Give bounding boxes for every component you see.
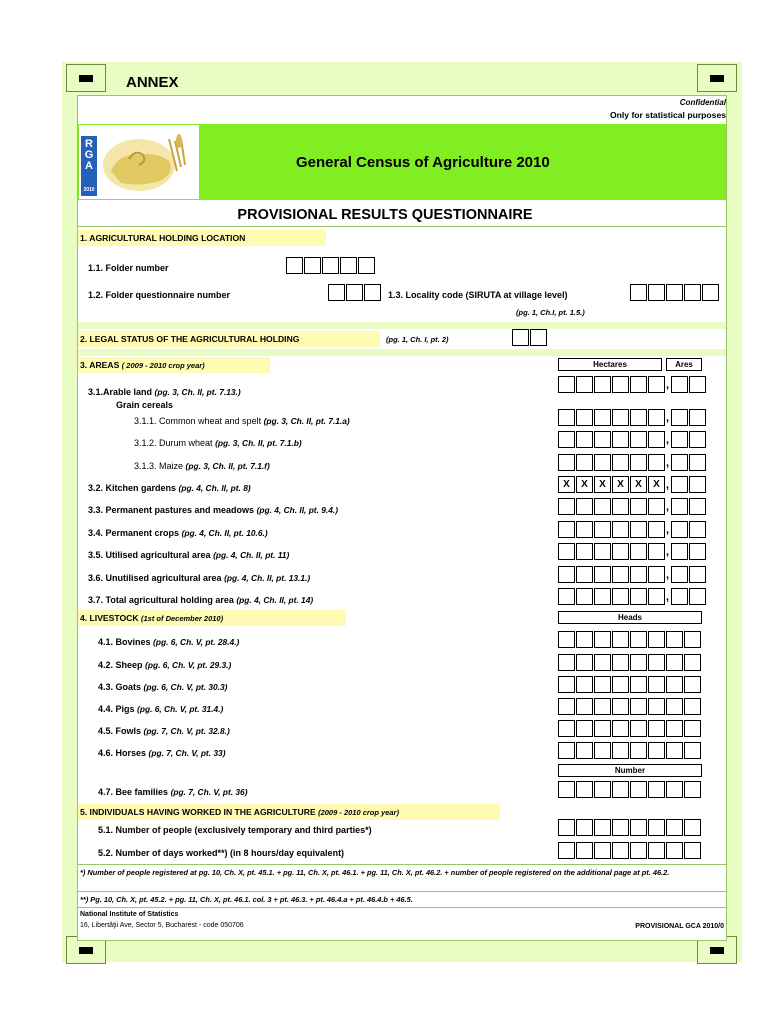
legal-status-boxes[interactable] (512, 329, 548, 346)
livestock-ref-goats: (pg. 6, Ch. V, pt. 30.3) (143, 682, 228, 692)
hectare-digit-box[interactable] (648, 588, 665, 605)
hectare-digit-box[interactable] (558, 376, 575, 393)
head-digit-box[interactable] (666, 631, 683, 648)
livestock-row-bovines (98, 637, 239, 647)
hectare-digit-box[interactable] (630, 588, 647, 605)
decimal-comma: , (666, 379, 670, 391)
hectare-digit-box[interactable] (594, 543, 611, 560)
are-digit-box[interactable] (689, 498, 706, 515)
hectare-digit-box[interactable] (558, 431, 575, 448)
head-digit-box[interactable] (558, 781, 575, 798)
livestock-row-fowls (98, 726, 230, 736)
locality-code-ref: (pg. 1, Ch.I, pt. 1.5.) (516, 308, 585, 317)
folder-number-boxes[interactable] (286, 257, 376, 274)
head-digit-box[interactable] (612, 742, 629, 759)
head-digit-box[interactable] (594, 654, 611, 671)
head-digit-box[interactable] (666, 654, 683, 671)
head-digit-box[interactable] (576, 742, 593, 759)
head-digit-box[interactable] (684, 631, 701, 648)
divider (78, 864, 726, 865)
head-digit-box[interactable] (558, 631, 575, 648)
hectare-digit-box[interactable] (648, 376, 665, 393)
area-boxes-maize[interactable] (558, 454, 707, 472)
hectare-digit-box[interactable] (576, 566, 593, 583)
area-ref-total: (pg. 4, Ch. II, pt. 14) (236, 595, 314, 605)
institute-address: 16, Libertăţii Ave, Sector 5, Bucharest - code 050706 (80, 922, 244, 929)
hectare-digit-box[interactable] (576, 543, 593, 560)
footnote-2 (80, 895, 413, 904)
annex-title: ANNEX (126, 74, 179, 91)
head-digit-box[interactable] (558, 676, 575, 693)
head-digit-box[interactable] (648, 631, 665, 648)
head-digit-box[interactable] (684, 781, 701, 798)
hectare-digit-box[interactable] (630, 543, 647, 560)
head-digit-box[interactable] (630, 781, 647, 798)
area-ref-crops: (pg. 4, Ch. II, pt. 10.6.) (181, 528, 268, 538)
head-digit-box[interactable] (576, 654, 593, 671)
livestock-label-goats: 4.3. Goats (98, 682, 142, 692)
are-digit-box[interactable] (689, 476, 706, 493)
days-label: 5.2. Number of days worked**) (in 8 hours/day equivalent) (98, 848, 345, 858)
hectare-digit-box[interactable] (558, 498, 575, 515)
hectare-digit-box[interactable] (612, 454, 629, 471)
head-digit-box[interactable] (684, 698, 701, 715)
hectare-digit-box[interactable] (648, 521, 665, 538)
hectare-digit-box[interactable]: X (558, 476, 575, 493)
head-digit-box[interactable] (576, 698, 593, 715)
head-digit-box[interactable] (648, 742, 665, 759)
hectare-digit-box[interactable] (648, 566, 665, 583)
head-digit-box[interactable] (684, 654, 701, 671)
head-digit-box[interactable] (558, 720, 575, 737)
hectare-digit-box[interactable] (648, 454, 665, 471)
days-boxes[interactable] (558, 842, 702, 859)
head-digit-box[interactable] (594, 631, 611, 648)
decimal-comma: , (666, 457, 670, 469)
hectare-digit-box[interactable] (630, 376, 647, 393)
hectare-digit-box[interactable] (630, 521, 647, 538)
decimal-comma: , (666, 434, 670, 446)
livestock-row-horses (98, 748, 225, 758)
area-ref-pastures: (pg. 4, Ch. II, pt. 9.4.) (256, 505, 339, 515)
head-digit-box[interactable] (648, 654, 665, 671)
logo-panel (79, 125, 199, 199)
head-digit-box[interactable] (630, 631, 647, 648)
confidential-label: Confidential (679, 98, 726, 107)
area-label-unutilised: 3.6. Unutilised agricultural area (88, 573, 222, 583)
hectare-digit-box[interactable] (612, 588, 629, 605)
area-ref-utilised: (pg. 4, Ch. II, pt. 11) (213, 550, 290, 560)
hectare-digit-box[interactable] (612, 566, 629, 583)
hectare-digit-box[interactable] (648, 498, 665, 515)
decimal-comma: , (666, 546, 670, 558)
are-digit-box[interactable] (689, 588, 706, 605)
livestock-row-bees (98, 787, 248, 797)
livestock-label-fowls: 4.5. Fowls (98, 726, 142, 736)
livestock-row-goats (98, 682, 227, 692)
head-digit-box[interactable] (666, 676, 683, 693)
people-label: 5.1. Number of people (exclusively temporary and third parties*) (98, 825, 372, 835)
area-row-kitchen (88, 483, 251, 493)
livestock-ref-fowls: (pg. 7, Ch. V, pt. 32.8.) (143, 726, 230, 736)
hectare-digit-box[interactable] (612, 498, 629, 515)
head-digit-box[interactable] (630, 676, 647, 693)
area-row-total (88, 595, 313, 605)
area-boxes-pastures[interactable] (558, 498, 707, 516)
area-boxes-wheat[interactable] (558, 409, 707, 427)
locality-code-boxes[interactable] (630, 284, 720, 301)
livestock-label-horses: 4.6. Horses (98, 748, 147, 758)
head-digit-box[interactable] (648, 698, 665, 715)
section-5-title (78, 804, 500, 820)
hectare-digit-box[interactable] (594, 521, 611, 538)
head-digit-box[interactable] (594, 781, 611, 798)
divider (78, 226, 726, 227)
area-boxes-arable[interactable] (558, 376, 707, 394)
hectare-digit-box[interactable] (630, 498, 647, 515)
area-ref-kitchen: (pg. 4, Ch. II, pt. 8) (178, 483, 251, 493)
area-row-maize (134, 461, 270, 471)
hectare-digit-box[interactable] (630, 409, 647, 426)
hectare-digit-box[interactable] (594, 566, 611, 583)
hectare-digit-box[interactable] (630, 431, 647, 448)
hectare-digit-box[interactable] (576, 498, 593, 515)
footnote-2-mark: **) (80, 895, 89, 904)
area-row-wheat (134, 416, 350, 426)
are-digit-box[interactable] (689, 431, 706, 448)
hectare-digit-box[interactable] (576, 588, 593, 605)
are-digit-box[interactable] (689, 543, 706, 560)
livestock-boxes-fowls[interactable] (558, 720, 702, 737)
area-boxes-utilised[interactable] (558, 543, 707, 561)
corner-marker-top-left (66, 64, 106, 92)
area-ref-durum: (pg. 3, Ch. II, pt. 7.1.b) (215, 438, 302, 448)
livestock-boxes-sheep[interactable] (558, 654, 702, 671)
area-ref-wheat: (pg. 3, Ch. II, pt. 7.1.a) (263, 416, 350, 426)
number-header: Number (558, 764, 702, 777)
hectare-digit-box[interactable] (558, 588, 575, 605)
are-digit-box[interactable] (671, 409, 688, 426)
are-digit-box[interactable] (671, 521, 688, 538)
hectare-digit-box[interactable]: X (594, 476, 611, 493)
area-label-maize: 3.1.3. Maize (134, 461, 184, 471)
head-digit-box[interactable] (684, 676, 701, 693)
hectare-digit-box[interactable] (594, 588, 611, 605)
head-digit-box[interactable] (594, 720, 611, 737)
hectare-digit-box[interactable] (558, 521, 575, 538)
head-digit-box[interactable] (612, 720, 629, 737)
hectare-digit-box[interactable] (576, 431, 593, 448)
are-digit-box[interactable] (671, 431, 688, 448)
livestock-boxes-bovines[interactable] (558, 631, 702, 648)
hectare-digit-box[interactable] (612, 409, 629, 426)
area-label-arable: 3.1.Arable land (88, 387, 153, 397)
head-digit-box[interactable] (666, 720, 683, 737)
area-label-wheat: 3.1.1. Common wheat and spelt (134, 416, 262, 426)
hectare-digit-box[interactable] (576, 376, 593, 393)
section-3-year: ( 2009 - 2010 crop year) (121, 361, 205, 370)
hectare-digit-box[interactable]: X (648, 476, 665, 493)
hectare-digit-box[interactable] (558, 409, 575, 426)
section-4-title (78, 610, 346, 626)
section-4-date: (1st of December 2010) (140, 614, 224, 623)
area-label-kitchen: 3.2. Kitchen gardens (88, 483, 177, 493)
hectare-digit-box[interactable]: X (630, 476, 647, 493)
section-2-title: 2. LEGAL STATUS OF THE AGRICULTURAL HOLDING (78, 331, 380, 347)
decimal-comma: , (666, 479, 670, 491)
folder-questionnaire-label: 1.2. Folder questionnaire number (88, 290, 231, 300)
livestock-boxes-pigs[interactable] (558, 698, 702, 715)
area-row-unutilised (88, 573, 310, 583)
area-ref-maize: (pg. 3, Ch. II, pt. 7.1.f) (185, 461, 270, 471)
are-digit-box[interactable] (689, 454, 706, 471)
are-digit-box[interactable] (689, 521, 706, 538)
livestock-ref-bovines: (pg. 6, Ch. V, pt. 28.4.) (153, 637, 240, 647)
hectare-digit-box[interactable]: X (576, 476, 593, 493)
locality-code-label: 1.3. Locality code (SIRUTA at village level) (388, 290, 568, 300)
head-digit-box[interactable] (648, 781, 665, 798)
livestock-boxes-horses[interactable] (558, 742, 702, 759)
livestock-label-sheep: 4.2. Sheep (98, 660, 143, 670)
head-digit-box[interactable] (630, 698, 647, 715)
section-5-year: (2009 - 2010 crop year) (318, 808, 399, 817)
hectare-digit-box[interactable] (612, 521, 629, 538)
decimal-comma: , (666, 569, 670, 581)
section-3-title (78, 357, 270, 373)
head-digit-box[interactable] (558, 654, 575, 671)
hectare-digit-box[interactable] (612, 431, 629, 448)
section-separator (78, 349, 726, 356)
head-digit-box[interactable] (630, 654, 647, 671)
head-digit-box[interactable] (612, 676, 629, 693)
head-digit-box[interactable] (666, 781, 683, 798)
people-boxes[interactable] (558, 819, 702, 836)
footnote-1-mark: *) (80, 868, 86, 877)
hectare-digit-box[interactable] (558, 566, 575, 583)
are-digit-box[interactable] (689, 409, 706, 426)
footnote-1 (80, 868, 722, 878)
head-digit-box[interactable] (684, 742, 701, 759)
area-ref-unutilised: (pg. 4, Ch. II, pt. 13.1.) (224, 573, 311, 583)
area-boxes-crops[interactable] (558, 521, 707, 539)
area-label-durum: 3.1.2. Durum wheat (134, 438, 213, 448)
head-digit-box[interactable] (594, 676, 611, 693)
livestock-boxes-bees[interactable] (558, 781, 702, 798)
hectare-digit-box[interactable] (612, 543, 629, 560)
livestock-label-pigs: 4.4. Pigs (98, 704, 135, 714)
head-digit-box[interactable] (594, 698, 611, 715)
divider (78, 907, 726, 908)
are-digit-box[interactable] (671, 376, 688, 393)
hectare-digit-box[interactable] (594, 431, 611, 448)
head-digit-box[interactable] (684, 720, 701, 737)
area-label-pastures: 3.3. Permanent pastures and meadows (88, 505, 255, 515)
head-digit-box[interactable] (594, 742, 611, 759)
decimal-comma: , (666, 412, 670, 424)
head-digit-box[interactable] (612, 781, 629, 798)
head-digit-box[interactable] (648, 720, 665, 737)
are-digit-box[interactable] (689, 566, 706, 583)
hectare-digit-box[interactable] (594, 376, 611, 393)
hectare-digit-box[interactable] (594, 454, 611, 471)
decimal-comma: , (666, 591, 670, 603)
head-digit-box[interactable] (558, 698, 575, 715)
hectare-digit-box[interactable] (576, 521, 593, 538)
area-boxes-durum[interactable] (558, 431, 707, 449)
are-digit-box[interactable] (671, 543, 688, 560)
divider (78, 891, 726, 892)
logo-year: 2010 (83, 187, 95, 193)
head-digit-box[interactable] (612, 698, 629, 715)
section-4-title-text: 4. LIVESTOCK (80, 613, 139, 623)
hectare-digit-box[interactable] (648, 409, 665, 426)
head-digit-box[interactable] (576, 781, 593, 798)
decimal-comma: , (666, 501, 670, 513)
hectare-digit-box[interactable]: X (612, 476, 629, 493)
hectare-digit-box[interactable] (594, 498, 611, 515)
section-3-title-text: 3. AREAS (80, 360, 120, 370)
are-digit-box[interactable] (671, 566, 688, 583)
livestock-ref-pigs: (pg. 6, Ch. V, pt. 31.4.) (137, 704, 224, 714)
are-digit-box[interactable] (671, 498, 688, 515)
head-digit-box[interactable] (558, 742, 575, 759)
head-digit-box[interactable] (666, 698, 683, 715)
section-separator (78, 322, 726, 329)
head-digit-box[interactable] (612, 631, 629, 648)
head-digit-box[interactable] (576, 676, 593, 693)
area-row-pastures (88, 505, 338, 515)
livestock-ref-sheep: (pg. 6, Ch. V, pt. 29.3.) (145, 660, 232, 670)
heads-header: Heads (558, 611, 702, 624)
institute-name: National Institute of Statistics (80, 911, 179, 918)
area-label-crops: 3.4. Permanent crops (88, 528, 180, 538)
area-boxes-kitchen[interactable] (558, 476, 707, 494)
section-2-ref: (pg. 1, Ch. I, pt. 2) (386, 335, 449, 344)
livestock-boxes-goats[interactable] (558, 676, 702, 693)
area-boxes-total[interactable] (558, 588, 707, 606)
hectare-digit-box[interactable] (630, 454, 647, 471)
hectare-digit-box[interactable] (648, 431, 665, 448)
form-code: PROVISIONAL GCA 2010/0 (635, 923, 724, 930)
head-digit-box[interactable] (630, 742, 647, 759)
area-row-crops (88, 528, 268, 538)
hectare-digit-box[interactable] (576, 454, 593, 471)
livestock-ref-bees: (pg. 7, Ch. V, pt. 36) (170, 787, 248, 797)
ares-header: Ares (666, 358, 702, 371)
head-digit-box[interactable] (648, 676, 665, 693)
decimal-comma: , (666, 524, 670, 536)
hectare-digit-box[interactable] (558, 543, 575, 560)
livestock-row-pigs (98, 704, 223, 714)
are-digit-box[interactable] (671, 588, 688, 605)
livestock-label-bovines: 4.1. Bovines (98, 637, 151, 647)
hectare-digit-box[interactable] (576, 409, 593, 426)
folder-questionnaire-boxes[interactable] (328, 284, 382, 301)
corner-marker-top-right (697, 64, 737, 92)
folder-number-label: 1.1. Folder number (88, 263, 169, 273)
area-row-arable (88, 387, 241, 397)
footnote-2-text: Pg. 10, Ch. X, pt. 45.2. + pg. 11, Ch. X, pt. 46.1. col. 3 + pt. 46.3. + pt. 46.4.a + pt. 46.4.b + 46.5. (90, 895, 413, 904)
are-digit-box[interactable] (689, 376, 706, 393)
section-5-title-text: 5. INDIVIDUALS HAVING WORKED IN THE AGRICULTURE (80, 807, 316, 817)
livestock-ref-horses: (pg. 7, Ch. V, pt. 33) (148, 748, 226, 758)
hectare-digit-box[interactable] (612, 376, 629, 393)
hectare-digit-box[interactable] (630, 566, 647, 583)
are-digit-box[interactable] (671, 454, 688, 471)
grain-cereals-label: Grain cereals (116, 400, 174, 410)
census-title: General Census of Agriculture 2010 (296, 154, 550, 171)
head-digit-box[interactable] (630, 720, 647, 737)
head-digit-box[interactable] (666, 742, 683, 759)
head-digit-box[interactable] (576, 631, 593, 648)
questionnaire-title: PROVISIONAL RESULTS QUESTIONNAIRE (237, 207, 533, 223)
area-ref-arable: (pg. 3, Ch. II, pt. 7.13.) (154, 387, 241, 397)
livestock-label-bees: 4.7. Bee families (98, 787, 169, 797)
area-boxes-unutilised[interactable] (558, 566, 707, 584)
are-digit-box[interactable] (671, 476, 688, 493)
hectares-header: Hectares (558, 358, 662, 371)
hectare-digit-box[interactable] (558, 454, 575, 471)
area-label-utilised: 3.5. Utilised agricultural area (88, 550, 211, 560)
hectare-digit-box[interactable] (648, 543, 665, 560)
head-digit-box[interactable] (612, 654, 629, 671)
footnote-1-text: Number of people registered at pg. 10, Ch. X, pt. 45.1. + pg. 11, Ch. X, pt. 46.1. + pg. 11, Ch. X, pt. 46.2. + number of people registered on the additional page at pt. 46.2. (87, 868, 670, 877)
area-row-utilised (88, 550, 289, 560)
section-1-title: 1. AGRICULTURAL HOLDING LOCATION (78, 230, 326, 246)
livestock-row-sheep (98, 660, 231, 670)
logo-text: RGA (84, 138, 94, 172)
hectare-digit-box[interactable] (594, 409, 611, 426)
statistical-purposes-label: Only for statistical purposes (609, 110, 726, 120)
area-row-durum (134, 438, 302, 448)
area-label-total: 3.7. Total agricultural holding area (88, 595, 234, 605)
head-digit-box[interactable] (576, 720, 593, 737)
logo-image (99, 131, 195, 195)
